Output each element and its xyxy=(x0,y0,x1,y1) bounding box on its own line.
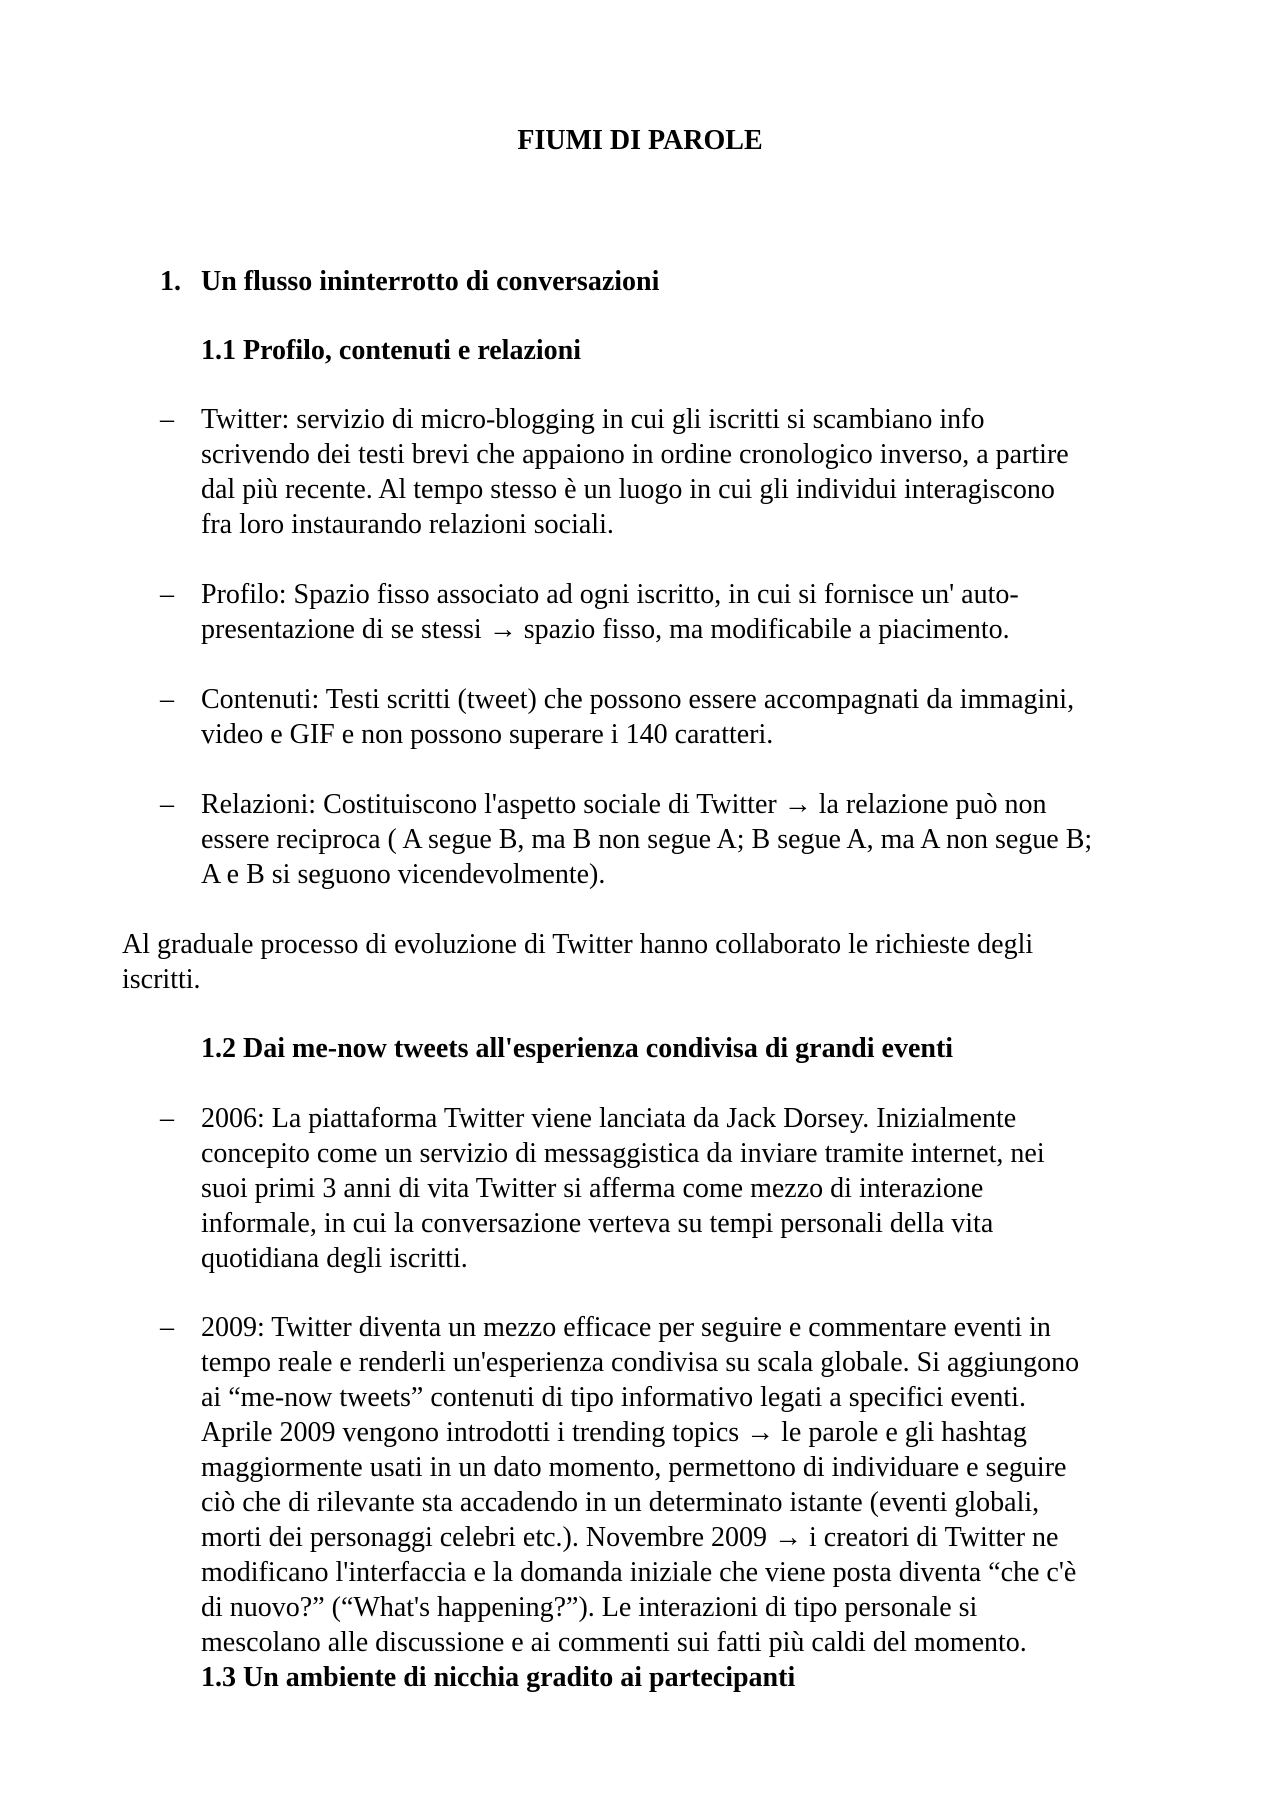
text-line: ai “me-now tweets” contenuti di tipo informativo legati a specifici eventi. xyxy=(201,1382,1026,1413)
section-title: Un flusso ininterrotto di conversazioni xyxy=(201,266,660,297)
text-line: fra loro instaurando relazioni sociali. xyxy=(201,509,614,540)
text-line: Aprile 2009 vengono introdotti i trending topics → le parole e gli hashtag xyxy=(201,1417,1027,1448)
subsection-1-1-heading: 1.1 Profilo, contenuti e relazioni xyxy=(201,335,582,366)
document-title: FIUMI DI PAROLE xyxy=(517,125,763,156)
text-line: video e GIF e non possono superare i 140 caratteri. xyxy=(201,719,774,750)
text-line: Contenuti: Testi scritti (tweet) che possono essere accompagnati da immagini, xyxy=(201,684,1075,715)
text-line: Profilo: Spazio fisso associato ad ogni iscritto, in cui si fornisce un' auto- xyxy=(201,579,1019,610)
text-line: presentazione di se stessi → spazio fisso, ma modificabile a piacimento. xyxy=(201,614,1010,645)
text-line: Relazioni: Costituiscono l'aspetto sociale di Twitter → la relazione può non xyxy=(201,789,1047,820)
body-paragraph xyxy=(122,927,1152,997)
list-item-text xyxy=(201,402,1211,542)
text-line: morti dei personaggi celebri etc.). Novembre 2009 → i creatori di Twitter ne xyxy=(201,1522,1059,1553)
text-line: mescolano alle discussione e ai commenti sui fatti più caldi del momento. xyxy=(201,1627,1027,1658)
list-item-text xyxy=(201,682,1211,752)
section-number: 1. xyxy=(160,266,181,297)
list-item-text xyxy=(201,1101,1211,1276)
subsection-1-3-heading: 1.3 Un ambiente di nicchia gradito ai partecipanti xyxy=(201,1662,796,1693)
text-line: suoi primi 3 anni di vita Twitter si afferma come mezzo di interazione xyxy=(201,1173,984,1204)
text-line: concepito come un servizio di messaggistica da inviare tramite internet, nei xyxy=(201,1138,1045,1169)
bullet-dash: – xyxy=(160,1103,174,1134)
bullet-dash: – xyxy=(160,404,174,435)
subsection-1-2-heading: 1.2 Dai me-now tweets all'esperienza condivisa di grandi eventi xyxy=(201,1033,954,1064)
text-line: Al graduale processo di evoluzione di Twitter hanno collaborato le richieste degli xyxy=(122,929,1034,960)
text-line: informale, in cui la conversazione verteva su tempi personali della vita xyxy=(201,1208,994,1239)
list-item-text xyxy=(201,577,1211,647)
bullet-dash: – xyxy=(160,1312,174,1343)
text-line: dal più recente. Al tempo stesso è un luogo in cui gli individui interagiscono xyxy=(201,474,1055,505)
text-line: tempo reale e renderli un'esperienza condivisa su scala globale. Si aggiungono xyxy=(201,1347,1080,1378)
text-line: 2009: Twitter diventa un mezzo efficace per seguire e commentare eventi in xyxy=(201,1312,1051,1343)
text-line: di nuovo?” (“What's happening?”). Le interazioni di tipo personale si xyxy=(201,1592,978,1623)
bullet-dash: – xyxy=(160,789,174,820)
text-line: maggiormente usati in un dato momento, permettono di individuare e seguire xyxy=(201,1452,1067,1483)
bullet-dash: – xyxy=(160,684,174,715)
text-line: Twitter: servizio di micro-blogging in cui gli iscritti si scambiano info xyxy=(201,404,985,435)
bullet-dash: – xyxy=(160,579,174,610)
list-item-text xyxy=(201,787,1211,892)
text-line: 2006: La piattaforma Twitter viene lanciata da Jack Dorsey. Inizialmente xyxy=(201,1103,1017,1134)
text-line: A e B si seguono vicendevolmente). xyxy=(201,859,606,890)
text-line: essere reciproca ( A segue B, ma B non segue A; B segue A, ma A non segue B; xyxy=(201,824,1093,855)
text-line: scrivendo dei testi brevi che appaiono in ordine cronologico inverso, a partire xyxy=(201,439,1069,470)
text-line: iscritti. xyxy=(122,964,201,995)
text-line: quotidiana degli iscritti. xyxy=(201,1243,468,1274)
text-line: modificano l'interfaccia e la domanda iniziale che viene posta diventa “che c'è xyxy=(201,1557,1077,1588)
text-line: ciò che di rilevante sta accadendo in un determinato istante (eventi globali, xyxy=(201,1487,1040,1518)
list-item-text xyxy=(201,1310,1211,1660)
